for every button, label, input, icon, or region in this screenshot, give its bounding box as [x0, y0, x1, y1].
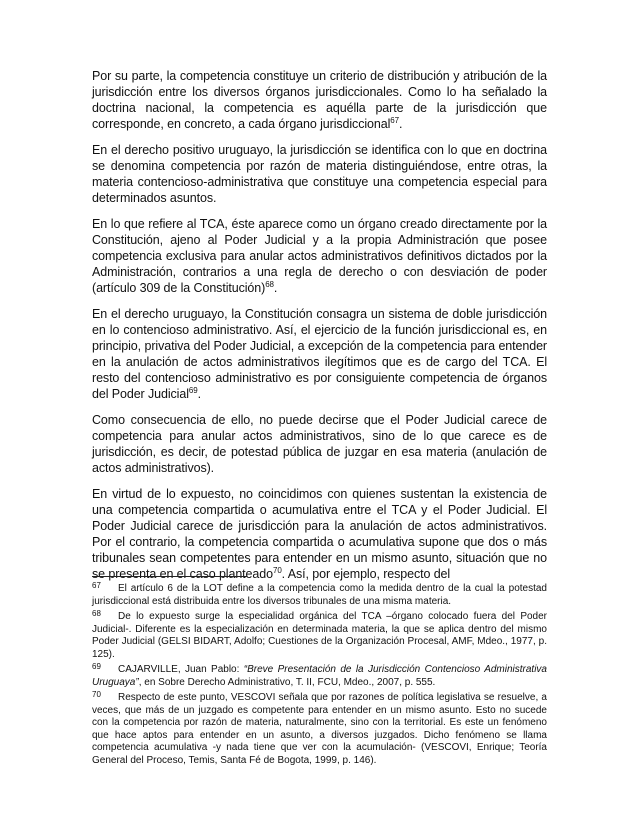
footnote-separator [92, 576, 247, 577]
paragraph: En virtud de lo expuesto, no coincidimos con quienes sustentan la existencia de una competencia compartida o acumulativa entre el TCA y el Poder Judicial. El Poder Judicial carece de jurisdicción para la anulación de actos administrativos. Por el contrario, la competencia compartida o acumulativa supone que dos o más tribunales sean competentes para entender en un mismo asunto, situación que no se presenta en el caso planteado$^{70}$. Así, por ejemplo, respecto del [92, 487, 547, 581]
paragraph: En lo que refiere al TCA, éste aparece como un órgano creado directamente por la Constitución, ajeno al Poder Judicial y a la propia Administración que posee competencia exclusiva para anular actos administrativos definitivos dictados por la Administración, contrarios a una regla de derecho o con desviación de poder (artículo 309 de la Constitución)$^{68}$. [92, 217, 547, 295]
footnote-number: 69 [92, 662, 101, 671]
body-text [92, 68, 547, 592]
paragraph: Como consecuencia de ello, no puede decirse que el Poder Judicial carece de competencia para anular actos administrativos, sino de lo que carece es de jurisdicción, es decir, de potestad pública de juzgar en esa materia (anulación de actos administrativos). [92, 413, 547, 475]
footnote: 69 CAJARVILLE, Juan Pablo: “Breve Presentación de la Jurisdicción Contencioso Administrativa Uruguaya”, en Sobre Derecho Administrativo, T. II, FCU, Mdeo., 2007, p. 555. [92, 662, 547, 688]
footnote-ref[interactable]: 67 [390, 116, 399, 125]
footnote: 68 De lo expuesto surge la especialidad orgánica del TCA –órgano colocado fuera del Poder Judicial-. Diferente es la especialización en determinada materia, la que se aplica dentro del mismo Poder Judicial (GELSI BIDART, Adolfo; Cuestiones de la Organización Procesal, AMF, Mdeo., 1977, p. 125). [92, 609, 547, 660]
footnote-ref[interactable]: 69 [188, 386, 198, 395]
paragraph: En el derecho uruguayo, la Constitución consagra un sistema de doble jurisdicción en lo contencioso administrativo. Así, el ejercicio de la función jurisdiccional es, en principio, privativa del Poder Judicial, a excepción de la competencia para entender en la anulación de actos administrativos ilegítimos que es de cargo del TCA. El resto del contencioso administrativo es por consiguiente competencia de órganos del Poder Judicial$^{69}$. [92, 307, 547, 401]
footnote: 67 El artículo 6 de la LOT define a la competencia como la medida dentro de la cual la potestad jurisdiccional está distribuida entre los diversos tribunales de una misma materia. [92, 581, 547, 607]
footnote-number: 70 [92, 690, 101, 699]
footnote-ref[interactable]: 70 [272, 566, 282, 575]
footnote-number: 68 [92, 609, 101, 618]
footnote-ref[interactable]: 68 [265, 280, 274, 289]
footnote: 70 Respecto de este punto, VESCOVI señala que por razones de política legislativa se resuelve, a veces, que más de un juzgado es competente para entender en un mismo asunto. Esto no sucede con la competencia por razón de materia, naturalmente, sino con la territorial. Es este un fenómeno que hace aptos para entender en un asunto, a diversos juzgados. Dicho fenómeno se llama competencia acumulativa -y nada tiene que ver con la acumulación- (VESCOVI, Enrique; Teoría General del Proceso, Temis, Santa Fé de Bogota, 1999, p. 146). [92, 690, 547, 766]
paragraph: Por su parte, la competencia constituye un criterio de distribución y atribución de la jurisdicción entre los diversos órganos jurisdiccionales. Como lo ha señalado la doctrina nacional, la competencia es aquélla parte de la jurisdicción que corresponde, en concreto, a cada órgano jurisdiccional$^{67}$. [92, 69, 547, 131]
footnote-number: 67 [92, 581, 101, 590]
footnotes [92, 580, 547, 767]
paragraph: En el derecho positivo uruguayo, la jurisdicción se identifica con lo que en doctrina se denomina competencia por razón de materia distinguiéndose, entre otras, la materia contencioso-administrativa que constituye una competencia especial para determinados asuntos. [92, 143, 547, 205]
